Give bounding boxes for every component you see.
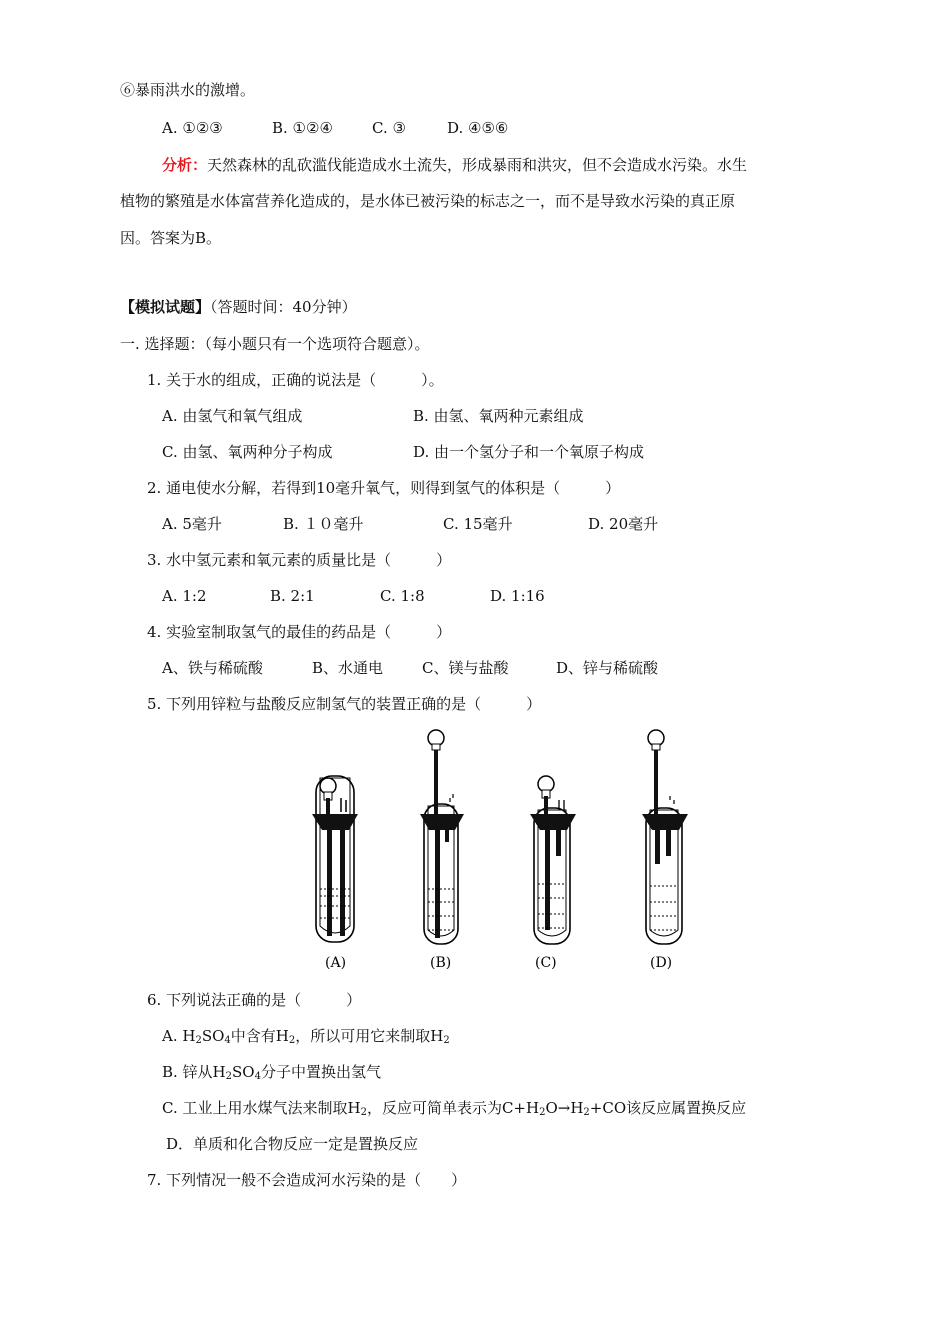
intro-item6: ⑥暴雨洪水的激增。 (120, 81, 256, 99)
q6-a-text: SO (201, 1027, 225, 1045)
intro-option-d: D. ④⑤⑥ (447, 119, 509, 137)
q3-option-a: A. 1:2 (162, 587, 207, 605)
q3-option-d: D. 1:16 (490, 587, 545, 605)
q6-option-a (162, 1026, 450, 1051)
intro-option-b: B. ①②④ (272, 119, 333, 137)
q6-a-text: A. H (162, 1027, 196, 1045)
q3-option-c: C. 1:8 (380, 587, 425, 605)
section-part: 一. 选择题：（每小题只有一个选项符合题意）。 (120, 335, 430, 353)
q6-b-text: 分子中置换出氢气 (260, 1063, 381, 1081)
intro-option-a: A. ①②③ (162, 119, 223, 137)
q5-stem: 5. 下列用锌粒与盐酸反应制氢气的装置正确的是（ ） (147, 695, 542, 713)
apparatus-c (530, 776, 576, 944)
caption-b: (B) (430, 955, 452, 971)
q4-option-c: C、镁与盐酸 (422, 659, 509, 677)
section-time: （答题时间：40分钟） (210, 298, 357, 316)
analysis-label: 分析： (162, 156, 208, 174)
q6-c-text: O→H (545, 1099, 584, 1117)
q1-option-b: B. 由氢、氧两种元素组成 (413, 407, 584, 425)
q6-c-text: C. 工业上用水煤气法来制取H (162, 1099, 361, 1117)
q4-option-a: A、铁与稀硫酸 (162, 659, 263, 677)
q3-option-b: B. 2:1 (270, 587, 315, 605)
q6-option-d: D．单质和化合物反应一定是置换反应 (166, 1135, 419, 1153)
q6-b-sub: 4 (254, 1071, 261, 1082)
q6-a-sub: 2 (195, 1035, 202, 1046)
q6-b-text: SO (232, 1063, 255, 1081)
apparatus-figure (300, 726, 700, 976)
q6-c-text: ，反应可简单表示为C+H (366, 1099, 540, 1117)
q6-c-sub: 2 (583, 1107, 590, 1118)
q6-c-sub: 2 (539, 1107, 546, 1118)
q2-option-b: B. １０毫升 (283, 515, 364, 533)
caption-a: (A) (325, 955, 347, 971)
q6-stem: 6. 下列说法正确的是（ ） (147, 991, 362, 1009)
q6-a-sub: 2 (443, 1035, 450, 1046)
q1-option-d: D. 由一个氢分子和一个氧原子构成 (413, 443, 645, 461)
analysis-line-1 (162, 155, 747, 175)
intro-option-c: C. ③ (372, 119, 406, 137)
q6-c-sub: 2 (360, 1107, 367, 1118)
q6-option-b (162, 1062, 381, 1087)
q4-option-d: D、锌与稀硫酸 (556, 659, 659, 677)
q2-option-d: D. 20毫升 (588, 515, 659, 533)
q6-a-text: ，所以可用它来制取H (295, 1027, 444, 1045)
q6-a-text: 中含有H (230, 1027, 289, 1045)
q3-stem: 3. 水中氢元素和氧元素的质量比是（ ） (147, 551, 452, 569)
q4-option-b: B、水通电 (312, 659, 384, 677)
section-title: 【模拟试题】 (120, 298, 211, 316)
section-header (120, 297, 357, 317)
analysis-line-2: 植物的繁殖是水体富营养化造成的，是水体已被污染的标志之一，而不是导致水污染的真正原 (120, 192, 736, 210)
apparatus-d (642, 730, 688, 944)
caption-c: (C) (535, 955, 557, 971)
q6-a-sub: 4 (224, 1035, 231, 1046)
apparatus-b (420, 730, 464, 944)
caption-d: (D) (650, 955, 673, 971)
q6-b-sub: 2 (225, 1071, 233, 1082)
q2-option-c: C. 15毫升 (443, 515, 513, 533)
q6-b-text: B. 锌从H (162, 1063, 226, 1081)
q6-a-sub: 2 (288, 1035, 296, 1046)
q4-stem: 4. 实验室制取氢气的最佳的药品是（ ） (147, 623, 452, 641)
q1-option-c: C. 由氢、氧两种分子构成 (162, 443, 333, 461)
q1-option-a: A. 由氢气和氧气组成 (162, 407, 303, 425)
q2-option-a: A. 5毫升 (162, 515, 222, 533)
q6-option-c (162, 1098, 746, 1123)
apparatus-a (312, 776, 358, 942)
analysis-line-3: 因。答案为B。 (120, 229, 222, 247)
q1-stem: 1. 关于水的组成，正确的说法是（ ）。 (147, 371, 444, 389)
q2-stem: 2. 通电使水分解，若得到10毫升氧气，则得到氢气的体积是（ ） (147, 479, 621, 497)
analysis-text-1: 天然森林的乱砍滥伐能造成水土流失，形成暴雨和洪灾，但不会造成水污染。水生 (207, 156, 748, 174)
q7-stem: 7. 下列情况一般不会造成河水污染的是（ ） (147, 1171, 467, 1189)
q6-c-text: +CO该反应属置换反应 (589, 1099, 747, 1117)
